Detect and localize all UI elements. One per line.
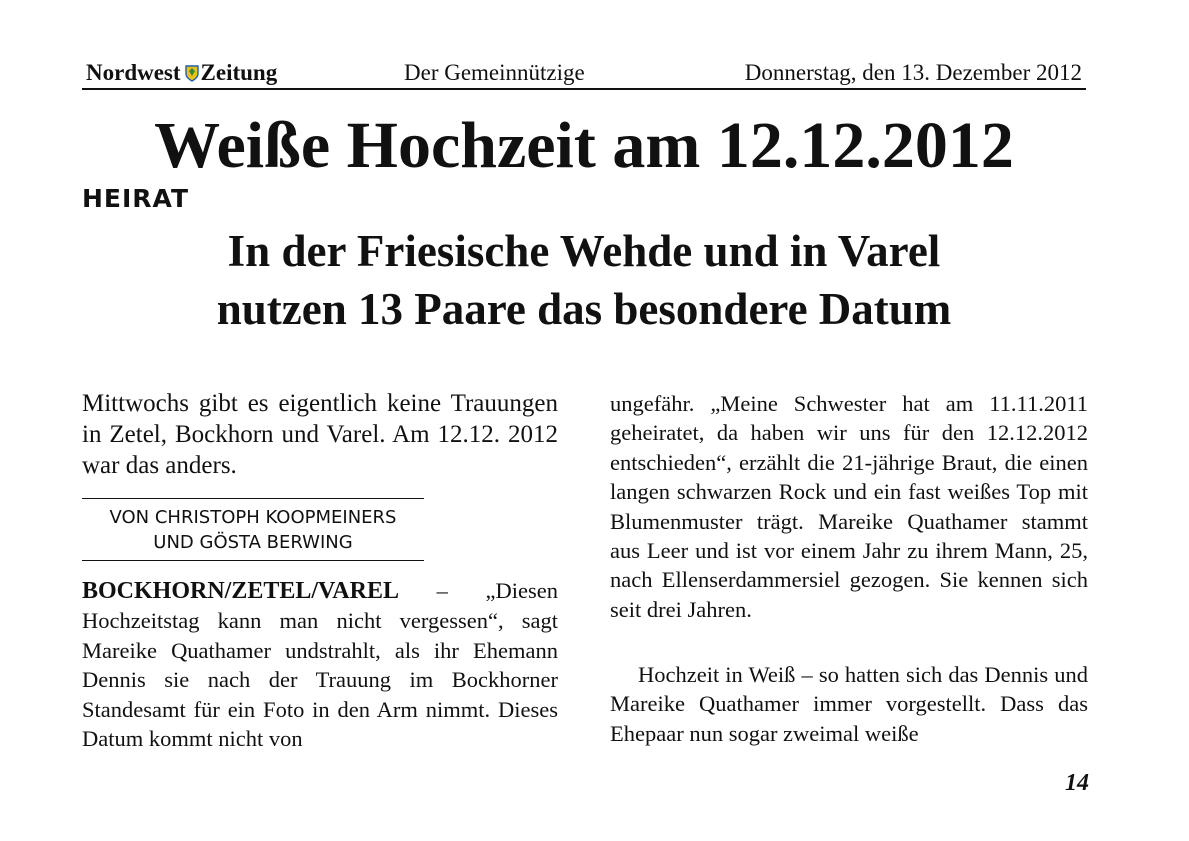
issue-date: Donnerstag, den 13. Dezember 2012 — [744, 60, 1082, 85]
page-number: 14 — [1065, 770, 1089, 796]
byline — [82, 505, 424, 555]
coat-of-arms-icon — [185, 62, 199, 79]
newspaper-brand — [86, 60, 277, 86]
section-name: Der Gemeinnützige — [404, 60, 585, 85]
byline-rule-bottom — [82, 560, 424, 561]
byline-line-1: VON CHRISTOPH KOOPMEINERS — [109, 507, 397, 528]
subheadline — [82, 222, 1086, 338]
body-paragraph-1 — [82, 576, 558, 753]
dateline-separator: – — [398, 578, 486, 603]
brand-name-part1: Nordwest — [86, 60, 181, 85]
paragraph-1-text: „Diesen Hochzeitstag kann man nicht vergessen“, sagt Mareike Quathamer undstrahlt, als ihr Ehemann Dennis sie nach der Trauung im Bockhorner Standesamt für ein Foto in den Arm nimmt. Dieses Datum kommt nicht von — [82, 578, 558, 752]
subhead-line-2: nutzen 13 Paare das besondere Datum — [216, 284, 952, 334]
headline: Weiße Hochzeit am 12.12.2012 — [154, 109, 1014, 182]
byline-rule-top — [82, 498, 424, 499]
dateline: BOCKHORN/ZETEL/VAREL — [82, 578, 399, 604]
masthead — [82, 58, 1086, 90]
subhead-line-1: In der Friesische Wehde und in Varel — [227, 226, 941, 276]
brand-name-part2: Zeitung — [200, 60, 278, 85]
body-paragraph-3: Hochzeit in Weiß – so hatten sich das Dennis und Mareike Quathamer immer vorgestellt. Dass das Ehepaar nun sogar zweimal weiße — [610, 662, 1088, 746]
byline-line-2: UND GÖSTA BERWING — [153, 532, 353, 553]
body-paragraph-2: ungefähr. „Meine Schwester hat am 11.11.2011 geheiratet, da haben wir uns für den 12.12.2012 entschieden“, erzählt die 21-jährige Braut, die einen langen schwarzen Rock und ein fast weißes Top mit Blumenmuster trägt. Mareike Quathamer stammt aus Leer und ist vor einem Jahr zu ihrem Mann, 25, nach Ellenserdammersiel gezogen. Sie kennen sich seit drei Jahren. — [610, 391, 1088, 622]
kicker: HEIRAT — [82, 184, 190, 213]
lead-paragraph: Mittwochs gibt es eigentlich keine Trauungen in Zetel, Bockhorn und Varel. Am 12.12. 2012 war das anders. — [82, 390, 558, 479]
